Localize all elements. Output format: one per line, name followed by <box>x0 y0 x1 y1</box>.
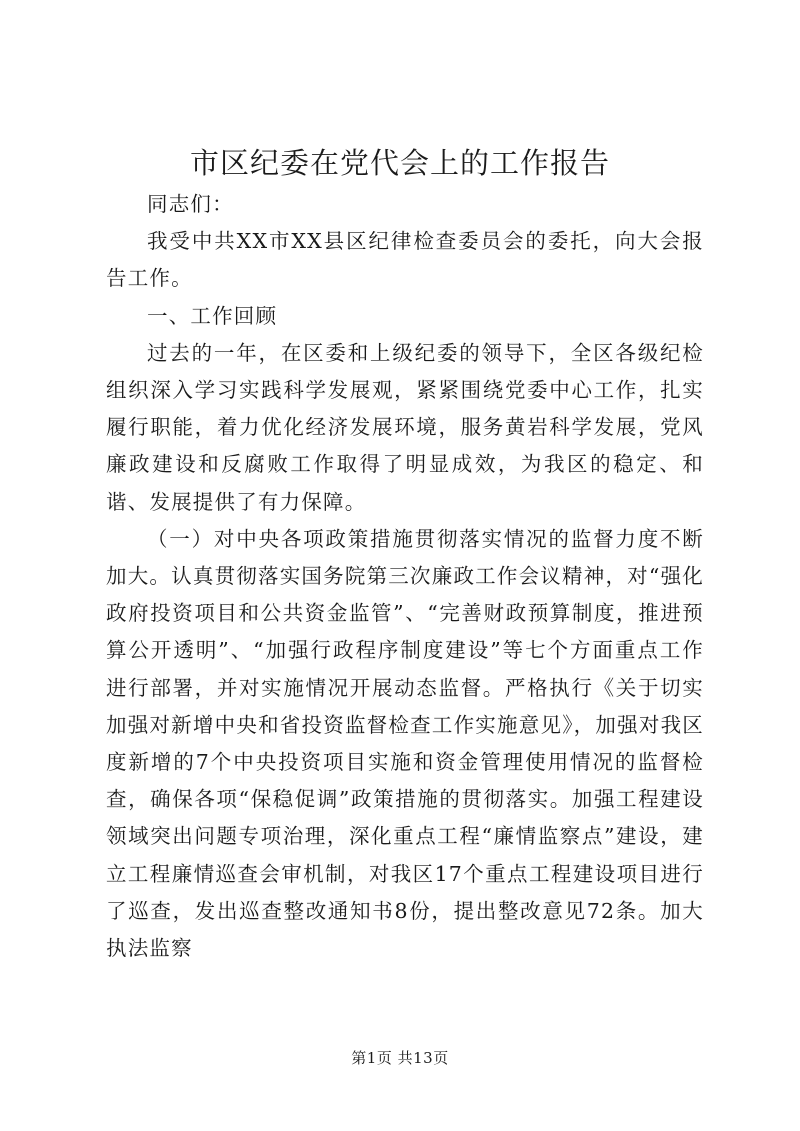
review-paragraph: 过去的一年，在区委和上级纪委的领导下，全区各级纪检组织深入学习实践科学发展观，紧紧围绕党委中心工作，扎实履行职能，着力优化经济发展环境，服务黄岩科学发展，党风廉政建设和反腐败工作取得了明显成效，为我区的稳定、和谐、发展提供了有力保障。 <box>106 340 704 514</box>
salutation: 同志们： <box>147 192 234 216</box>
intro-paragraph: 我受中共XX市XX县区纪律检查委员会的委托，向大会报告工作。 <box>106 229 704 291</box>
document-title: 市区纪委在党代会上的工作报告 <box>189 146 610 180</box>
section-heading: 一、工作回顾 <box>147 303 278 328</box>
document-body <box>106 186 704 967</box>
page-number-footer: 第1页 共13页 <box>351 1049 449 1067</box>
subsection-paragraph: （一）对中央各项政策措施贯彻落实情况的监督力度不断加大。认真贯彻落实国务院第三次廉政工作会议精神，对“强化政府投资项目和公共资金监管”、“完善财政预算制度，推进预算公开透明”、“加强行政程序制度建设”等七个方面重点工作进行部署，并对实施情况开展动态监督。严格执行《关于切实加强对新增中央和省投资监督检查工作实施意见》，加强对我区度新增的7个中央投资项目实施和资金管理使用情况的监督检查，确保各项“保稳促调”政策措施的贯彻落实。加强工程建设领域突出问题专项治理，深化重点工程“廉情监察点”建设，建立工程廉情巡查会审机制，对我区17个重点工程建设项目进行了巡查，发出巡查整改通知书8份，提出整改意见72条。加大执法监察 <box>106 526 704 961</box>
